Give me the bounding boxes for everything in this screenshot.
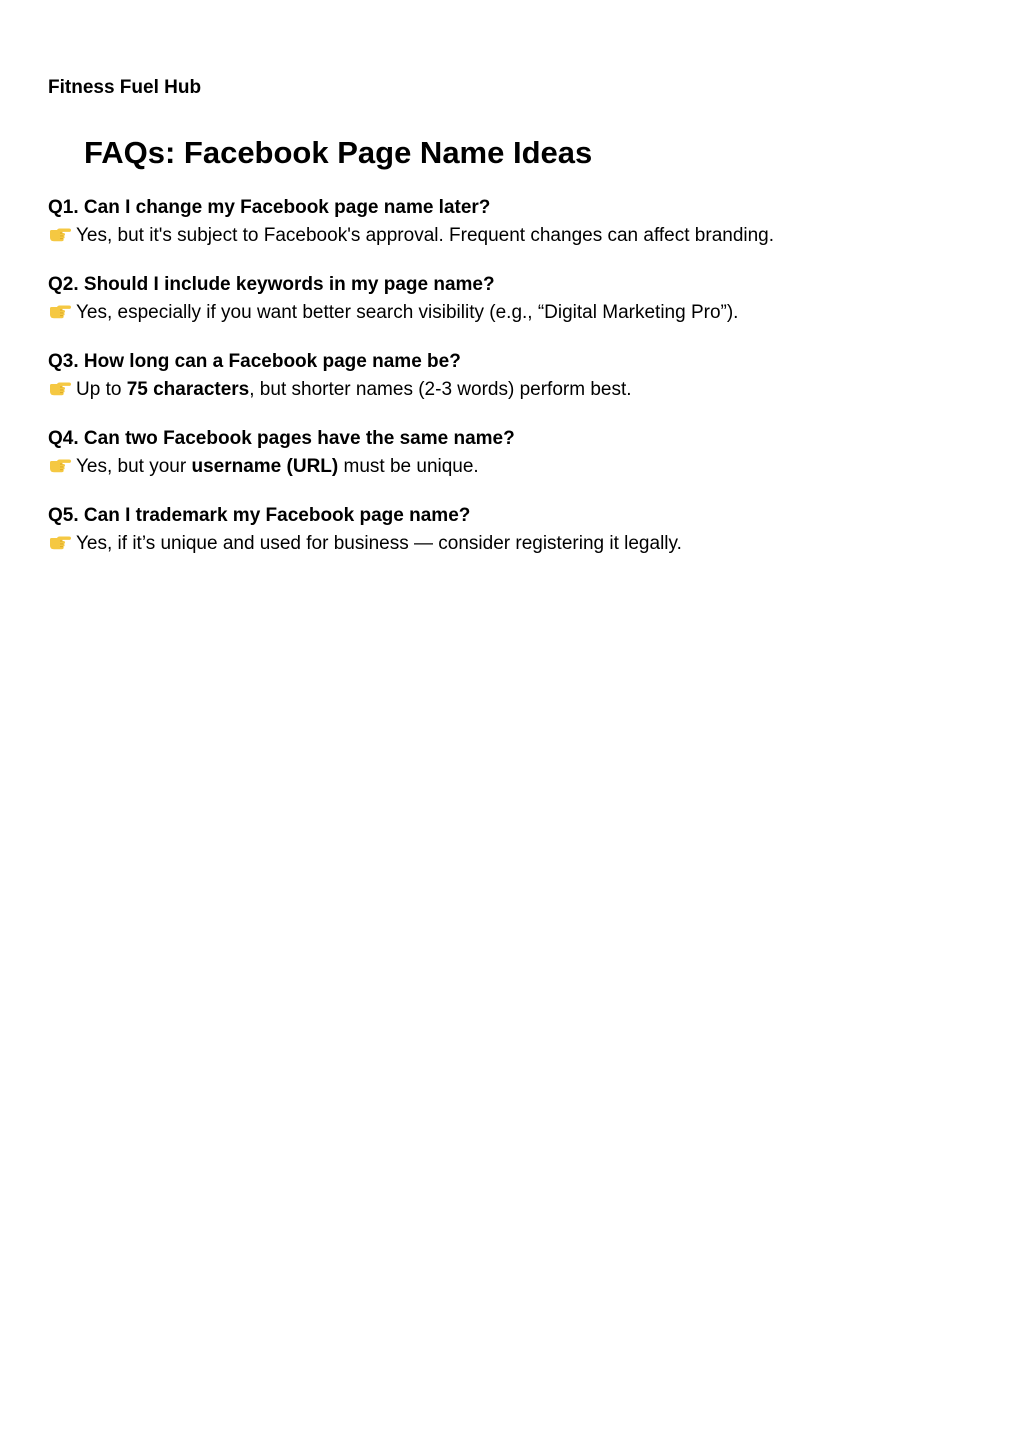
faq-answer bbox=[48, 529, 988, 558]
faq-item bbox=[48, 271, 988, 327]
site-name: Fitness Fuel Hub bbox=[48, 77, 202, 98]
faq-answer bbox=[48, 452, 988, 481]
answer-text: Yes, but it's subject to Facebook's approval. Frequent changes can affect branding. bbox=[76, 225, 775, 246]
pointing-right-hand-icon bbox=[48, 456, 72, 474]
faq-item bbox=[48, 425, 988, 481]
pointing-right-hand-icon bbox=[48, 302, 72, 320]
answer-emphasis: 75 characters bbox=[126, 379, 250, 400]
answer-emphasis: username (URL) bbox=[191, 456, 339, 477]
faq-answer bbox=[48, 298, 988, 327]
pointing-right-hand-icon bbox=[48, 533, 72, 551]
faq-item bbox=[48, 348, 988, 404]
faq-question: Q2. Should I include keywords in my page name? bbox=[48, 274, 495, 295]
answer-text-end: must be unique. bbox=[338, 456, 479, 477]
faq-answer bbox=[48, 375, 988, 404]
faq-question: Q1. Can I change my Facebook page name later? bbox=[48, 197, 491, 218]
answer-text: Up to bbox=[76, 379, 127, 400]
pointing-right-hand-icon bbox=[48, 379, 72, 397]
answer-text: Yes, if it’s unique and used for business — consider registering it legally. bbox=[76, 533, 682, 554]
faq-question: Q5. Can I trademark my Facebook page name? bbox=[48, 505, 471, 526]
answer-text: Yes, especially if you want better search visibility (e.g., “Digital Marketing Pro”). bbox=[76, 302, 739, 323]
pointing-right-hand-icon bbox=[48, 225, 72, 243]
faq-answer bbox=[48, 221, 988, 250]
faq-question: Q3. How long can a Facebook page name be? bbox=[48, 351, 461, 372]
answer-text-end: , but shorter names (2-3 words) perform best. bbox=[249, 379, 632, 400]
page-title: FAQs: Facebook Page Name Ideas bbox=[84, 135, 593, 170]
answer-text: Yes, but your bbox=[76, 456, 192, 477]
faq-question: Q4. Can two Facebook pages have the same name? bbox=[48, 428, 515, 449]
faq-list bbox=[48, 194, 988, 579]
faq-item bbox=[48, 194, 988, 250]
faq-item bbox=[48, 502, 988, 558]
